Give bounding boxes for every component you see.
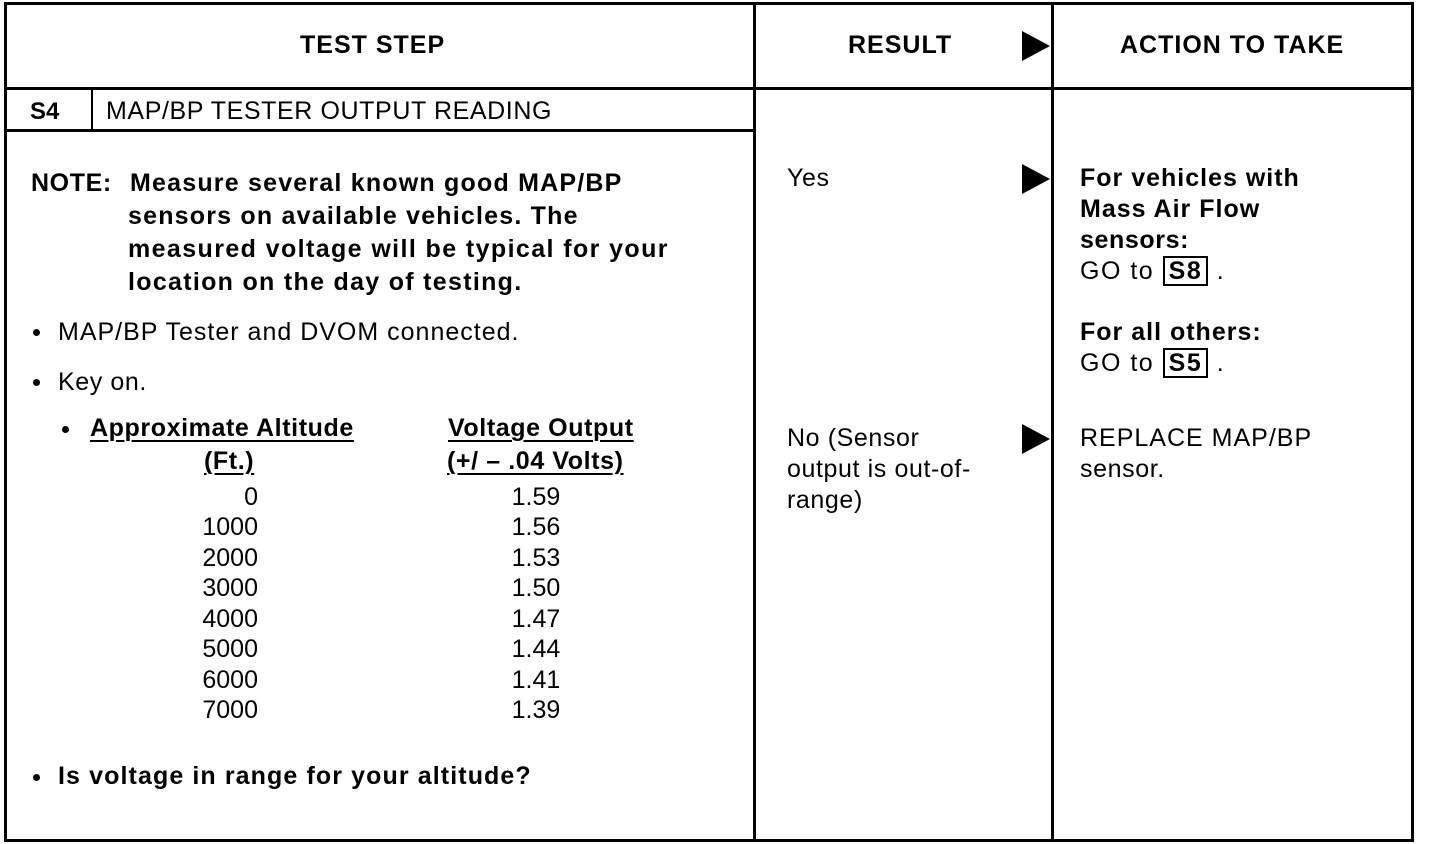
step-id-divider [91, 89, 93, 131]
voltage-header: Voltage Output [448, 414, 634, 442]
go-to-label: GO to [1080, 349, 1155, 377]
altitude-value: 7000 [202, 696, 258, 724]
action-others-label: For all others: [1080, 318, 1262, 346]
action-replace-line: REPLACE MAP/BP [1080, 424, 1313, 452]
voltage-value: 1.50 [511, 574, 561, 602]
period: . [1216, 349, 1226, 377]
step-ref-s8[interactable]: S8 [1163, 256, 1209, 286]
period: . [1216, 257, 1226, 285]
note-line: sensors on available vehicles. The [128, 202, 579, 230]
bullet-icon [33, 379, 40, 386]
bullet-icon [62, 426, 69, 433]
altitude-value: 0 [244, 483, 258, 511]
altitude-value: 6000 [202, 666, 258, 694]
bullet-connected: MAP/BP Tester and DVOM connected. [58, 318, 520, 346]
result-no-arrow-icon [1022, 424, 1050, 454]
step-id: S4 [30, 98, 60, 125]
altitude-header: Approximate Altitude [90, 414, 354, 442]
note-label: NOTE: [31, 169, 112, 197]
voltage-value: 1.53 [511, 544, 561, 572]
altitude-value: 2000 [202, 544, 258, 572]
frame-left [4, 2, 7, 842]
frame-top [4, 2, 1414, 5]
action-mass-air-line: sensors: [1080, 226, 1190, 254]
header-action: ACTION TO TAKE [1120, 31, 1345, 59]
note-line: Measure several known good MAP/BP [130, 169, 623, 197]
voltage-tolerance-header: (+/ – .04 Volts) [447, 447, 624, 475]
frame-right [1411, 2, 1414, 842]
action-go-to-s8 [1080, 256, 1225, 286]
result-yes: Yes [787, 164, 830, 192]
frame-bottom [4, 839, 1414, 842]
go-to-label: GO to [1080, 257, 1155, 285]
note-line: location on the day of testing. [128, 268, 523, 296]
voltage-value: 1.59 [511, 483, 561, 511]
voltage-value: 1.44 [511, 635, 561, 663]
result-no-line: range) [787, 486, 863, 514]
altitude-value: 5000 [202, 635, 258, 663]
result-no-line: No (Sensor [787, 424, 920, 452]
bullet-icon [33, 774, 40, 781]
voltage-value: 1.56 [511, 513, 561, 541]
col-divider-2 [1051, 2, 1054, 842]
result-no-line: output is out-of- [787, 455, 971, 483]
bullet-question: Is voltage in range for your altitude? [58, 762, 532, 790]
altitude-value: 3000 [202, 574, 258, 602]
note-line: measured voltage will be typical for your [128, 235, 669, 263]
result-yes-arrow-icon [1022, 164, 1050, 194]
header-arrow-icon [1022, 31, 1050, 61]
altitude-value: 4000 [202, 605, 258, 633]
altitude-unit-header: (Ft.) [204, 447, 255, 475]
action-mass-air-line: Mass Air Flow [1080, 195, 1261, 223]
step-title: MAP/BP TESTER OUTPUT READING [106, 97, 553, 125]
action-go-to-s5 [1080, 348, 1225, 378]
step-ref-s5[interactable]: S5 [1163, 348, 1209, 378]
bullet-key-on: Key on. [58, 368, 147, 396]
col-divider-1 [753, 2, 756, 842]
action-mass-air-line: For vehicles with [1080, 164, 1300, 192]
voltage-value: 1.39 [511, 696, 561, 724]
voltage-value: 1.41 [511, 666, 561, 694]
header-result: RESULT [848, 31, 953, 59]
header-test-step: TEST STEP [300, 31, 446, 59]
step-row-divider [4, 129, 756, 132]
action-replace-line: sensor. [1080, 455, 1165, 483]
header-divider [4, 87, 1414, 90]
voltage-value: 1.47 [511, 605, 561, 633]
bullet-icon [33, 329, 40, 336]
altitude-value: 1000 [202, 513, 258, 541]
